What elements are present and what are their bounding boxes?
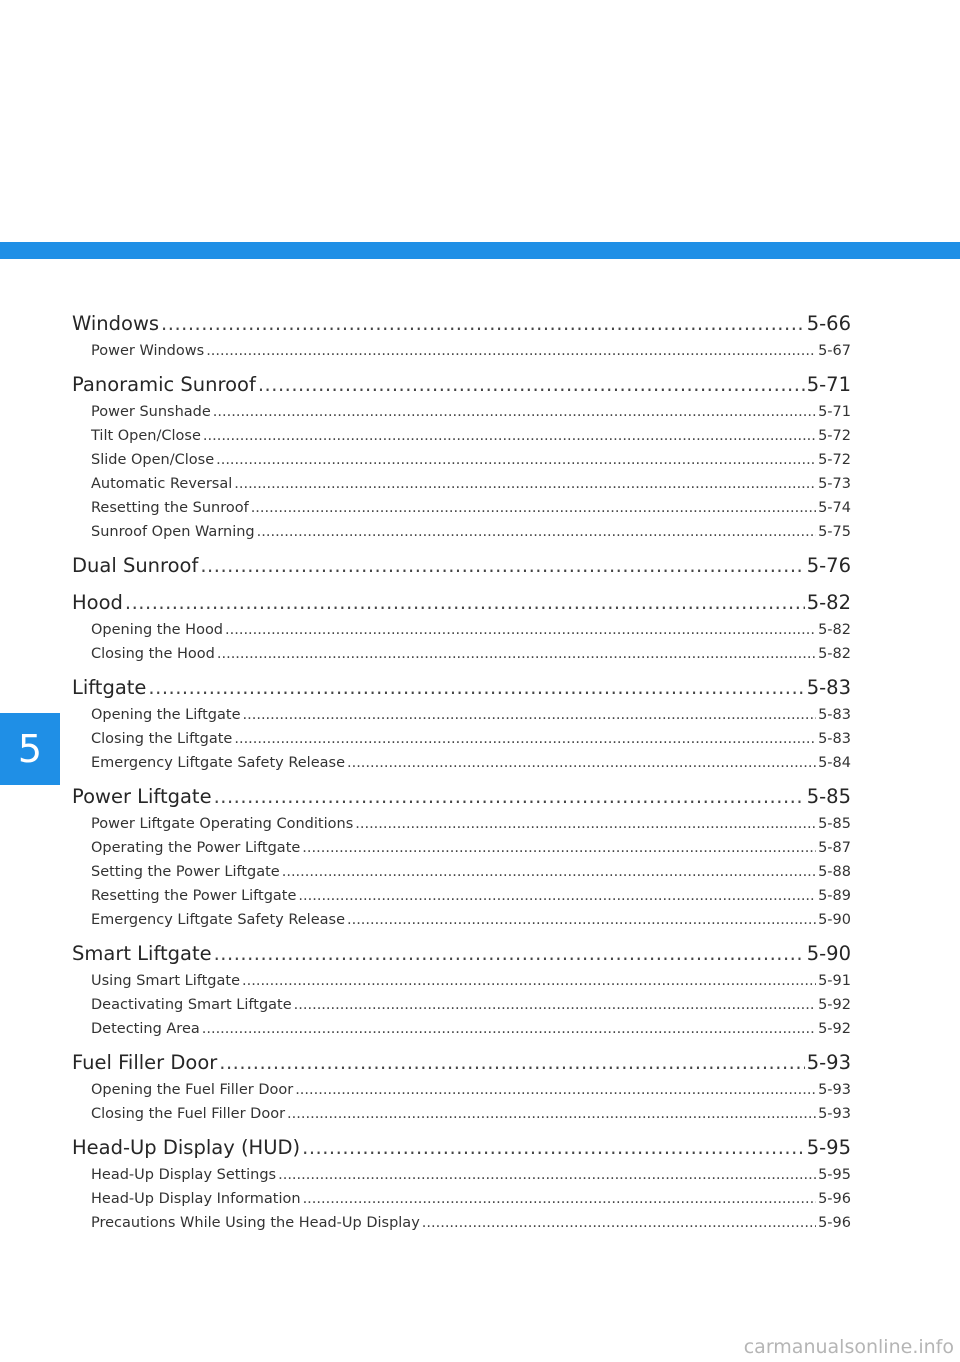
- toc-entry-title: Power Liftgate Operating Conditions: [91, 816, 354, 832]
- chapter-tab: [0, 713, 60, 785]
- toc-heading-page-number: 5-85: [806, 785, 851, 808]
- dot-leader: [202, 1017, 816, 1041]
- toc-heading-page-number: 5-95: [806, 1136, 851, 1159]
- toc-entry-title: Sunroof Open Warning: [91, 524, 255, 540]
- toc-entry[interactable]: [72, 642, 851, 666]
- dot-leader: [213, 400, 816, 424]
- dot-leader: [257, 520, 816, 544]
- dot-leader: [258, 370, 805, 400]
- toc-entry-title: Resetting the Power Liftgate: [91, 888, 297, 904]
- toc-entry-page-number: 5-88: [818, 864, 851, 880]
- toc-section: [72, 551, 851, 581]
- toc-entry[interactable]: [72, 836, 851, 860]
- toc-entry-title: Head-Up Display Information: [91, 1191, 301, 1207]
- toc-entry-page-number: 5-83: [818, 731, 851, 747]
- dot-leader: [303, 1187, 817, 1211]
- toc-entry-title: Setting the Power Liftgate: [91, 864, 280, 880]
- toc-entry[interactable]: [72, 908, 851, 932]
- dot-leader: [295, 1078, 816, 1102]
- toc-heading[interactable]: [72, 309, 851, 339]
- toc-entry-page-number: 5-93: [818, 1082, 851, 1098]
- dot-leader: [302, 1133, 805, 1163]
- toc-entry[interactable]: [72, 1187, 851, 1211]
- dot-leader: [243, 703, 817, 727]
- toc-entry-page-number: 5-75: [818, 524, 851, 540]
- dot-leader: [422, 1211, 816, 1235]
- dot-leader: [298, 884, 816, 908]
- toc-entry-page-number: 5-92: [818, 1021, 851, 1037]
- toc-entry[interactable]: [72, 1017, 851, 1041]
- dot-leader: [217, 642, 816, 666]
- toc-entry-page-number: 5-92: [818, 997, 851, 1013]
- toc-entry[interactable]: [72, 618, 851, 642]
- toc-entry-page-number: 5-87: [818, 840, 851, 856]
- toc-section: [72, 782, 851, 932]
- toc-heading[interactable]: [72, 673, 851, 703]
- toc-entry[interactable]: [72, 1211, 851, 1235]
- toc-entry[interactable]: [72, 424, 851, 448]
- toc-entry[interactable]: [72, 751, 851, 775]
- toc-entry-page-number: 5-89: [818, 888, 851, 904]
- toc-heading-page-number: 5-82: [806, 591, 851, 614]
- toc-entry-page-number: 5-73: [818, 476, 851, 492]
- toc-entry-page-number: 5-84: [818, 755, 851, 771]
- toc-entry-title: Head-Up Display Settings: [91, 1167, 277, 1183]
- dot-leader: [294, 993, 816, 1017]
- dot-leader: [203, 424, 816, 448]
- dot-leader: [125, 588, 805, 618]
- dot-leader: [206, 339, 816, 363]
- toc-entry-page-number: 5-93: [818, 1106, 851, 1122]
- toc-entry-title: Opening the Hood: [91, 622, 224, 638]
- toc-entry-title: Automatic Reversal: [91, 476, 233, 492]
- toc-entry[interactable]: [72, 703, 851, 727]
- dot-leader: [234, 727, 816, 751]
- toc-entry-title: Opening the Fuel Filler Door: [91, 1082, 294, 1098]
- toc-entry[interactable]: [72, 1078, 851, 1102]
- toc-heading-title: Smart Liftgate: [72, 942, 212, 965]
- dot-leader: [287, 1102, 816, 1126]
- toc-heading-page-number: 5-66: [806, 312, 851, 335]
- toc-heading-page-number: 5-90: [806, 942, 851, 965]
- dot-leader: [214, 782, 805, 812]
- toc-heading-title: Power Liftgate: [72, 785, 212, 808]
- toc-entry[interactable]: [72, 812, 851, 836]
- toc-section: [72, 588, 851, 666]
- toc-entry[interactable]: [72, 969, 851, 993]
- toc-entry[interactable]: [72, 1163, 851, 1187]
- dot-leader: [216, 448, 816, 472]
- toc-section: [72, 673, 851, 775]
- toc-entry-page-number: 5-67: [818, 343, 851, 359]
- toc-heading-title: Liftgate: [72, 676, 147, 699]
- dot-leader: [302, 836, 816, 860]
- toc-entry-title: Opening the Liftgate: [91, 707, 241, 723]
- watermark: carmanualsonline.info: [743, 1336, 954, 1358]
- toc-entry-title: Emergency Liftgate Safety Release: [91, 755, 345, 771]
- toc-entry-page-number: 5-95: [818, 1167, 851, 1183]
- dot-leader: [347, 908, 816, 932]
- toc-entry-title: Detecting Area: [91, 1021, 200, 1037]
- toc-entry-page-number: 5-72: [818, 428, 851, 444]
- toc-entry-page-number: 5-96: [818, 1215, 851, 1231]
- toc-heading[interactable]: [72, 370, 851, 400]
- toc-entry-title: Closing the Fuel Filler Door: [91, 1106, 286, 1122]
- toc-heading-page-number: 5-83: [806, 676, 851, 699]
- toc-heading-page-number: 5-93: [806, 1051, 851, 1074]
- toc-entry-title: Power Sunshade: [91, 404, 211, 420]
- toc-entry-title: Closing the Liftgate: [91, 731, 233, 747]
- toc-entry-title: Precautions While Using the Head-Up Display: [91, 1215, 420, 1231]
- toc-heading[interactable]: [72, 1133, 851, 1163]
- dot-leader: [225, 618, 816, 642]
- toc-entry[interactable]: [72, 339, 851, 363]
- toc-section: [72, 1048, 851, 1126]
- dot-leader: [161, 309, 805, 339]
- toc-entry[interactable]: [72, 448, 851, 472]
- dot-leader: [148, 673, 804, 703]
- toc-heading[interactable]: [72, 782, 851, 812]
- dot-leader: [355, 812, 816, 836]
- dot-leader: [282, 860, 816, 884]
- toc-section: [72, 309, 851, 363]
- toc-heading-title: Dual Sunroof: [72, 554, 199, 577]
- toc-section: [72, 370, 851, 544]
- dot-leader: [234, 472, 816, 496]
- toc-entry[interactable]: [72, 472, 851, 496]
- toc-entry[interactable]: [72, 993, 851, 1017]
- dot-leader: [278, 1163, 816, 1187]
- toc-entry[interactable]: [72, 400, 851, 424]
- toc-entry[interactable]: [72, 884, 851, 908]
- chapter-header-bar: [0, 242, 960, 259]
- dot-leader: [251, 496, 816, 520]
- toc-heading-title: Windows: [72, 312, 160, 335]
- toc-entry-page-number: 5-83: [818, 707, 851, 723]
- toc-heading-title: Head-Up Display (HUD): [72, 1136, 301, 1159]
- toc-heading[interactable]: [72, 551, 851, 581]
- toc-entry-page-number: 5-72: [818, 452, 851, 468]
- toc-entry-title: Emergency Liftgate Safety Release: [91, 912, 345, 928]
- toc-entry[interactable]: [72, 727, 851, 751]
- toc-entry-title: Closing the Hood: [91, 646, 215, 662]
- toc-heading-page-number: 5-76: [806, 554, 851, 577]
- toc-entry-title: Tilt Open/Close: [91, 428, 201, 444]
- toc-entry-title: Operating the Power Liftgate: [91, 840, 301, 856]
- toc-entry-page-number: 5-85: [818, 816, 851, 832]
- dot-leader: [219, 1048, 804, 1078]
- toc-entry-page-number: 5-71: [818, 404, 851, 420]
- table-of-contents: [72, 309, 851, 1242]
- dot-leader: [242, 969, 816, 993]
- dot-leader: [214, 939, 805, 969]
- toc-heading[interactable]: [72, 939, 851, 969]
- toc-section: [72, 1133, 851, 1235]
- toc-heading-page-number: 5-71: [806, 373, 851, 396]
- toc-heading-title: Fuel Filler Door: [72, 1051, 218, 1074]
- toc-entry-page-number: 5-82: [818, 646, 851, 662]
- toc-section: [72, 939, 851, 1041]
- toc-entry-page-number: 5-82: [818, 622, 851, 638]
- dot-leader: [347, 751, 816, 775]
- toc-entry[interactable]: [72, 520, 851, 544]
- toc-entry-title: Deactivating Smart Liftgate: [91, 997, 292, 1013]
- toc-entry-title: Slide Open/Close: [91, 452, 215, 468]
- toc-entry-title: Power Windows: [91, 343, 205, 359]
- toc-entry-page-number: 5-91: [818, 973, 851, 989]
- toc-heading-title: Panoramic Sunroof: [72, 373, 256, 396]
- chapter-number: 5: [17, 727, 43, 771]
- toc-entry[interactable]: [72, 860, 851, 884]
- toc-entry-page-number: 5-74: [818, 500, 851, 516]
- toc-heading[interactable]: [72, 588, 851, 618]
- toc-entry-title: Using Smart Liftgate: [91, 973, 241, 989]
- toc-entry[interactable]: [72, 1102, 851, 1126]
- toc-entry-page-number: 5-90: [818, 912, 851, 928]
- toc-entry[interactable]: [72, 496, 851, 520]
- toc-entry-title: Resetting the Sunroof: [91, 500, 249, 516]
- toc-heading[interactable]: [72, 1048, 851, 1078]
- toc-entry-page-number: 5-96: [818, 1191, 851, 1207]
- dot-leader: [200, 551, 804, 581]
- toc-heading-title: Hood: [72, 591, 123, 614]
